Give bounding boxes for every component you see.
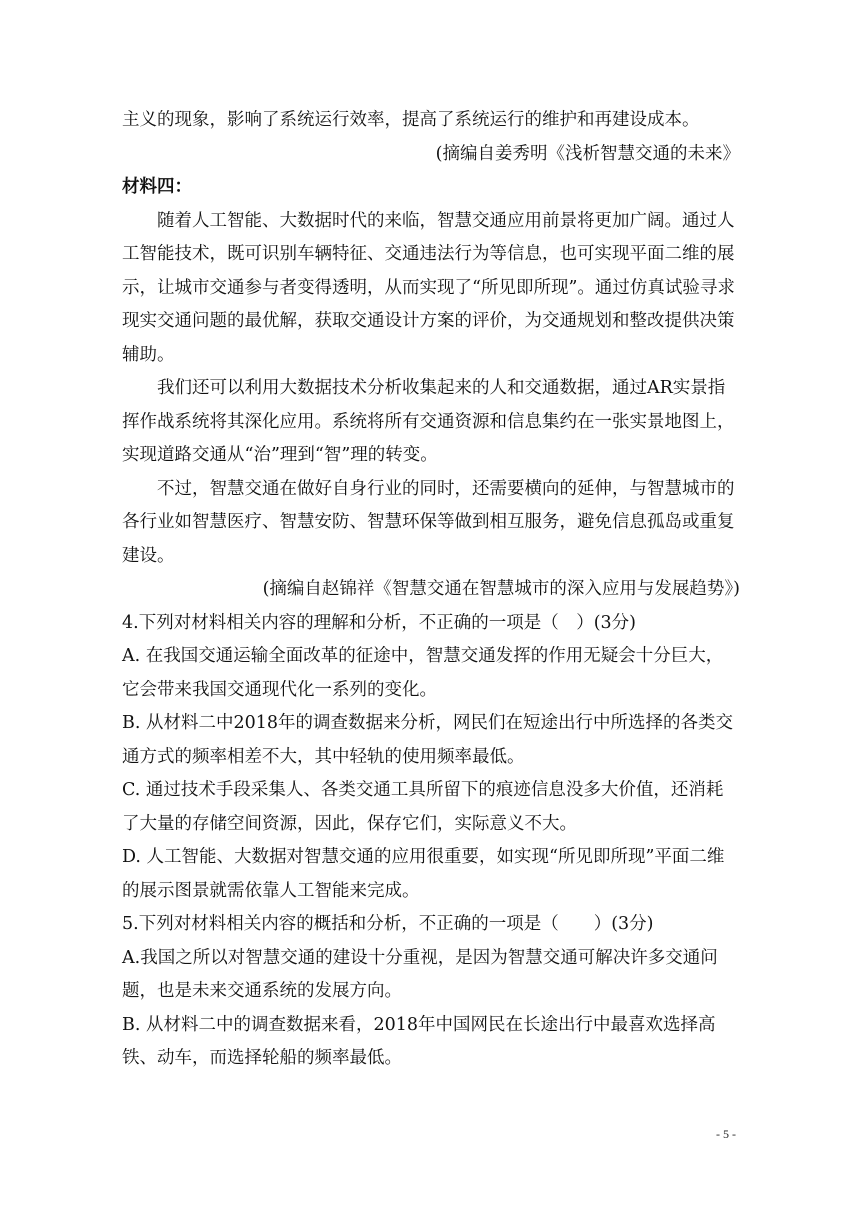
question-4-option-a: A. 在我国交通运输全面改革的征途中，智慧交通发挥的作用无疑会十分巨大，它会带来我国交通现代化一系列的变化。 [122,646,724,700]
question-5-option-b: B. 从材料二中的调查数据来看，2018年中国网民在长途出行中最喜欢选择高铁、动车，而选择轮船的频率最低。 [122,1014,716,1068]
question-4: 4.下列对材料相关内容的理解和分析，不正确的一项是（ ）(3分) [122,612,636,633]
question-5: 5.下列对材料相关内容的概括和分析，不正确的一项是（ ）(3分) [122,914,654,934]
document-body [122,104,740,1076]
source-citation-3: (摘编自姜秀明《浅析智慧交通的未来》 [435,143,740,164]
question-4-option-d: D. 人工智能、大数据对智慧交通的应用很重要，如实现“所见即所现”平面二维的展示图景就需依靠人工智能来完成。 [122,847,725,901]
material-four-heading: 材料四： [122,177,192,197]
material-four-paragraph-2: 我们还可以利用大数据技术分析收集起来的人和交通数据，通过AR实景指挥作战系统将其深化应用。系统将所有交通资源和信息集约在一张实景地图上，实现道路交通从“治”理到“智”理的转变。 [122,378,735,465]
question-4-option-b: B. 从材料二中2018年的调查数据来分析，网民们在短途出行中所选择的各类交通方式的频率相差不大，其中轻轨的使用频率最低。 [122,713,734,767]
question-4-option-c: C. 通过技术手段采集人、各类交通工具所留下的痕迹信息没多大价值，还消耗了大量的存储空间资源，因此，保存它们，实际意义不大。 [122,780,724,834]
paragraph-continuation: 主义的现象，影响了系统运行效率，提高了系统运行的维护和再建设成本。 [122,110,700,130]
question-5-option-a: A.我国之所以对智慧交通的建设十分重视，是因为智慧交通可解决许多交通问题，也是未来交通系统的发展方向。 [122,947,718,1001]
material-four-paragraph-1: 随着人工智能、大数据时代的来临，智慧交通应用前景将更加广阔。通过人工智能技术，既可识别车辆特征、交通违法行为等信息，也可实现平面二维的展示，让城市交通参与者变得透明，从而实现了“所见即所现”。通过仿真试验寻求现实交通问题的最优解，获取交通设计方案的评价，为交通规划和整改提供决策辅助。 [122,210,735,365]
page-number: - 5 - [716,1127,736,1141]
material-four-paragraph-3: 不过，智慧交通在做好自身行业的同时，还需要横向的延伸，与智慧城市的各行业如智慧医疗、智慧安防、智慧环保等做到相互服务，避免信息孤岛或重复建设。 [122,478,735,566]
source-citation-4: (摘编自赵锦祥《智慧交通在智慧城市的深入应用与发展趋势》) [262,579,740,599]
